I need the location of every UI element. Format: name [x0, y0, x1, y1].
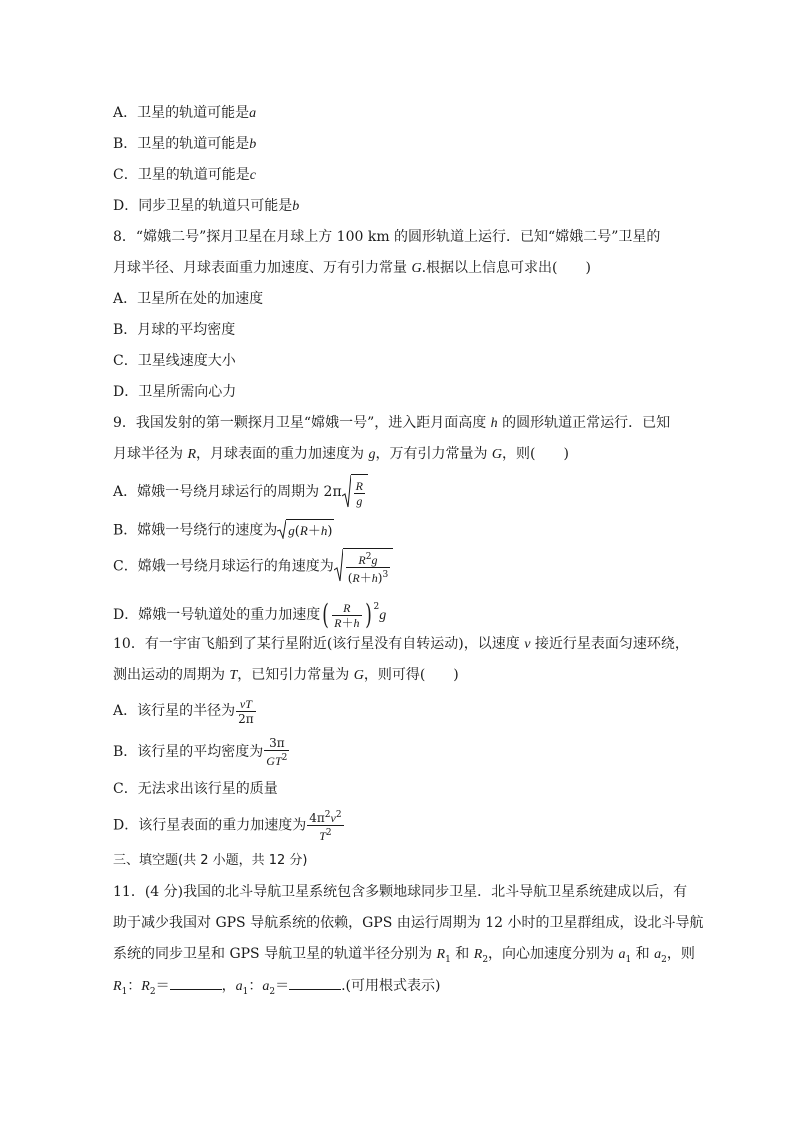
q11-text-3: ，向心加速度分别为 [488, 946, 619, 962]
q11-text-4: 和 [631, 946, 655, 962]
right-paren: ) [364, 598, 372, 631]
q8-stem-line1: 8．“嫦娥二号”探月卫星在月球上方 100 km 的圆形轨道上运行．已知“嫦娥二号”卫星的 [113, 229, 661, 245]
q9-option-a-text: A．嫦娥一号绕月球运行的周期为 2π [113, 484, 342, 500]
q11-stem-line1: 11．(4 分)我国的北斗导航卫星系统包含多颗地球同步卫星．北斗导航卫星系统建成以后，有 [113, 884, 688, 900]
section-title: 三、填空题(共 2 小题，共 12 分) [113, 853, 308, 868]
q8-option-d: D．卫星所需向心力 [113, 384, 237, 400]
q9-text-2: ，月球表面的重力加速度为 [196, 446, 369, 462]
q11-stem-line2: 助于减少我国对 GPS 导航系统的依赖，GPS 由运行周期为 12 小时的卫星群组成，设北斗导航 [113, 915, 704, 931]
q10-stem-tail: 接近行星表面匀速环绕， [530, 636, 689, 652]
q8-option-b: B．月球的平均密度 [113, 322, 236, 338]
fraction-R-over-R-plus-h: $\frac{R}{R+h}$ [334, 600, 360, 630]
fraction-vT-over-2pi: $\frac{vT}{2\pi}$ [238, 696, 254, 726]
ratio-colon: ： [127, 978, 142, 994]
q11-text-2: 和 [450, 946, 474, 962]
comma: ， [221, 978, 236, 994]
q10-text-1: 测出运动的周期为 [113, 667, 230, 683]
q9-stem-text: 9．我国发射的第一颗探月卫星“嫦娥一号”，进入距月面高度 [113, 415, 491, 431]
q8-stem-text: 月球半径、月球表面重力加速度、万有引力常量 [113, 260, 412, 276]
var-g: g [368, 447, 376, 462]
q7-option-d [113, 196, 299, 217]
q10-stem-text: 10．有一宇宙飞船到了某行星附近(该行星没有自转运动)，以速度 [113, 636, 525, 652]
q10-option-b-text: B．该行星的平均密度为 [113, 744, 264, 760]
q7-option-b-text: B．卫星的轨道可能是 [113, 136, 250, 152]
left-paren: ( [322, 598, 329, 631]
q11-tail: .(可用根式表示) [341, 978, 441, 994]
q11-stem-line3: 系统的同步卫星和 GPS 导航卫星的轨道半径分别为 $R_1$ 和 $R_2$，向心加速度分别为 $a_1$ 和 $a_2$，则 [113, 946, 695, 965]
q9-stem-tail: 的圆形轨道正常运行．已知 [497, 415, 671, 431]
var-G: G [491, 447, 503, 462]
q8-option-a: A．卫星所在处的加速度 [113, 291, 264, 307]
q9-text-1: 月球半径为 [113, 446, 188, 462]
var-b: b [249, 137, 257, 152]
ratio-colon: ： [248, 978, 263, 994]
q9-option-c-text: C．嫦娥一号绕月球运行的角速度为 [113, 558, 334, 575]
q9-option-b-text: B．嫦娥一号绕行的速度为 [113, 522, 278, 539]
sqrt-g-R-plus-h: g(R＋h) [277, 519, 334, 542]
q7-option-b [113, 134, 256, 155]
q9-option-c [113, 548, 393, 585]
var-G: G [353, 668, 364, 683]
var-v: v [524, 637, 531, 652]
fraction-3pi-over-GT2: $\frac{3\pi}{GT^2}$ [266, 736, 288, 768]
q9-stem-line1 [113, 413, 670, 434]
q7-option-a-text: A．卫星的轨道可能是 [113, 105, 250, 121]
answer-blank-1[interactable] [170, 975, 222, 990]
var-G: G [411, 261, 422, 276]
q8-stem-tail: .根据以上信息可求出( ) [421, 260, 591, 276]
var-h: h [490, 416, 498, 431]
q10-option-b [113, 735, 290, 769]
var-c: c [249, 168, 256, 183]
q9-option-d: D．嫦娥一号轨道处的重力加速度( $\frac{R}{R+h}$ ) $^2$g [113, 598, 387, 631]
q8-stem-line2 [113, 258, 591, 279]
q10-option-c: C．无法求出该行星的质量 [113, 781, 278, 797]
equals-sign: ＝ [155, 978, 170, 994]
var-b: b [292, 199, 300, 214]
q9-text-4: ，则( ) [502, 446, 569, 462]
q7-option-c-text: C．卫星的轨道可能是 [113, 167, 250, 183]
q11-stem-line4: $R_1$：$R_2=$ ，$a_1$：$a_2=$ .(可用根式表示) [113, 975, 440, 1002]
q10-text-3: ，则可得( ) [363, 667, 459, 683]
q10-option-d-text: D．该行星表面的重力加速度为 [113, 817, 307, 834]
q10-option-a-text: A．该行星的半径为 [113, 703, 236, 719]
q7-option-a [113, 103, 256, 124]
equals-sign: ＝ [275, 978, 290, 994]
q11-text-1: 系统的同步卫星和 GPS 导航卫星的轨道半径分别为 [113, 946, 437, 962]
q10-option-a [113, 694, 257, 728]
q10-option-d [113, 808, 345, 843]
q9-option-b [113, 519, 334, 542]
q7-option-d-text: D．同步卫星的轨道只可能是 [113, 198, 293, 214]
q9-stem-line2 [113, 444, 569, 465]
q7-option-c [113, 165, 256, 186]
sqrt-angular-velocity: $\frac{R^2g}{(R+h)^3}$ [334, 548, 393, 585]
q11-text-5: ，则 [666, 946, 695, 962]
var-T: T [229, 668, 238, 683]
q9-text-3: ，万有引力常量为 [375, 446, 492, 462]
var-a: a [249, 106, 257, 121]
q10-stem-line1 [113, 634, 689, 655]
var-R: R [187, 447, 197, 462]
fraction-4pi2v2-over-T2: $\frac{4\pi^2v^2}{T^2}$ [309, 810, 342, 843]
q10-text-2: ，已知引力常量为 [237, 667, 354, 683]
q9-option-a [113, 474, 368, 510]
q9-option-d-text: D．嫦娥一号轨道处的重力加速度 [113, 607, 321, 623]
sqrt-R-over-g: $\frac{R}{g}$ [342, 474, 368, 510]
q8-option-c: C．卫星线速度大小 [113, 353, 236, 369]
answer-blank-2[interactable] [289, 975, 341, 990]
q10-stem-line2 [113, 665, 459, 686]
